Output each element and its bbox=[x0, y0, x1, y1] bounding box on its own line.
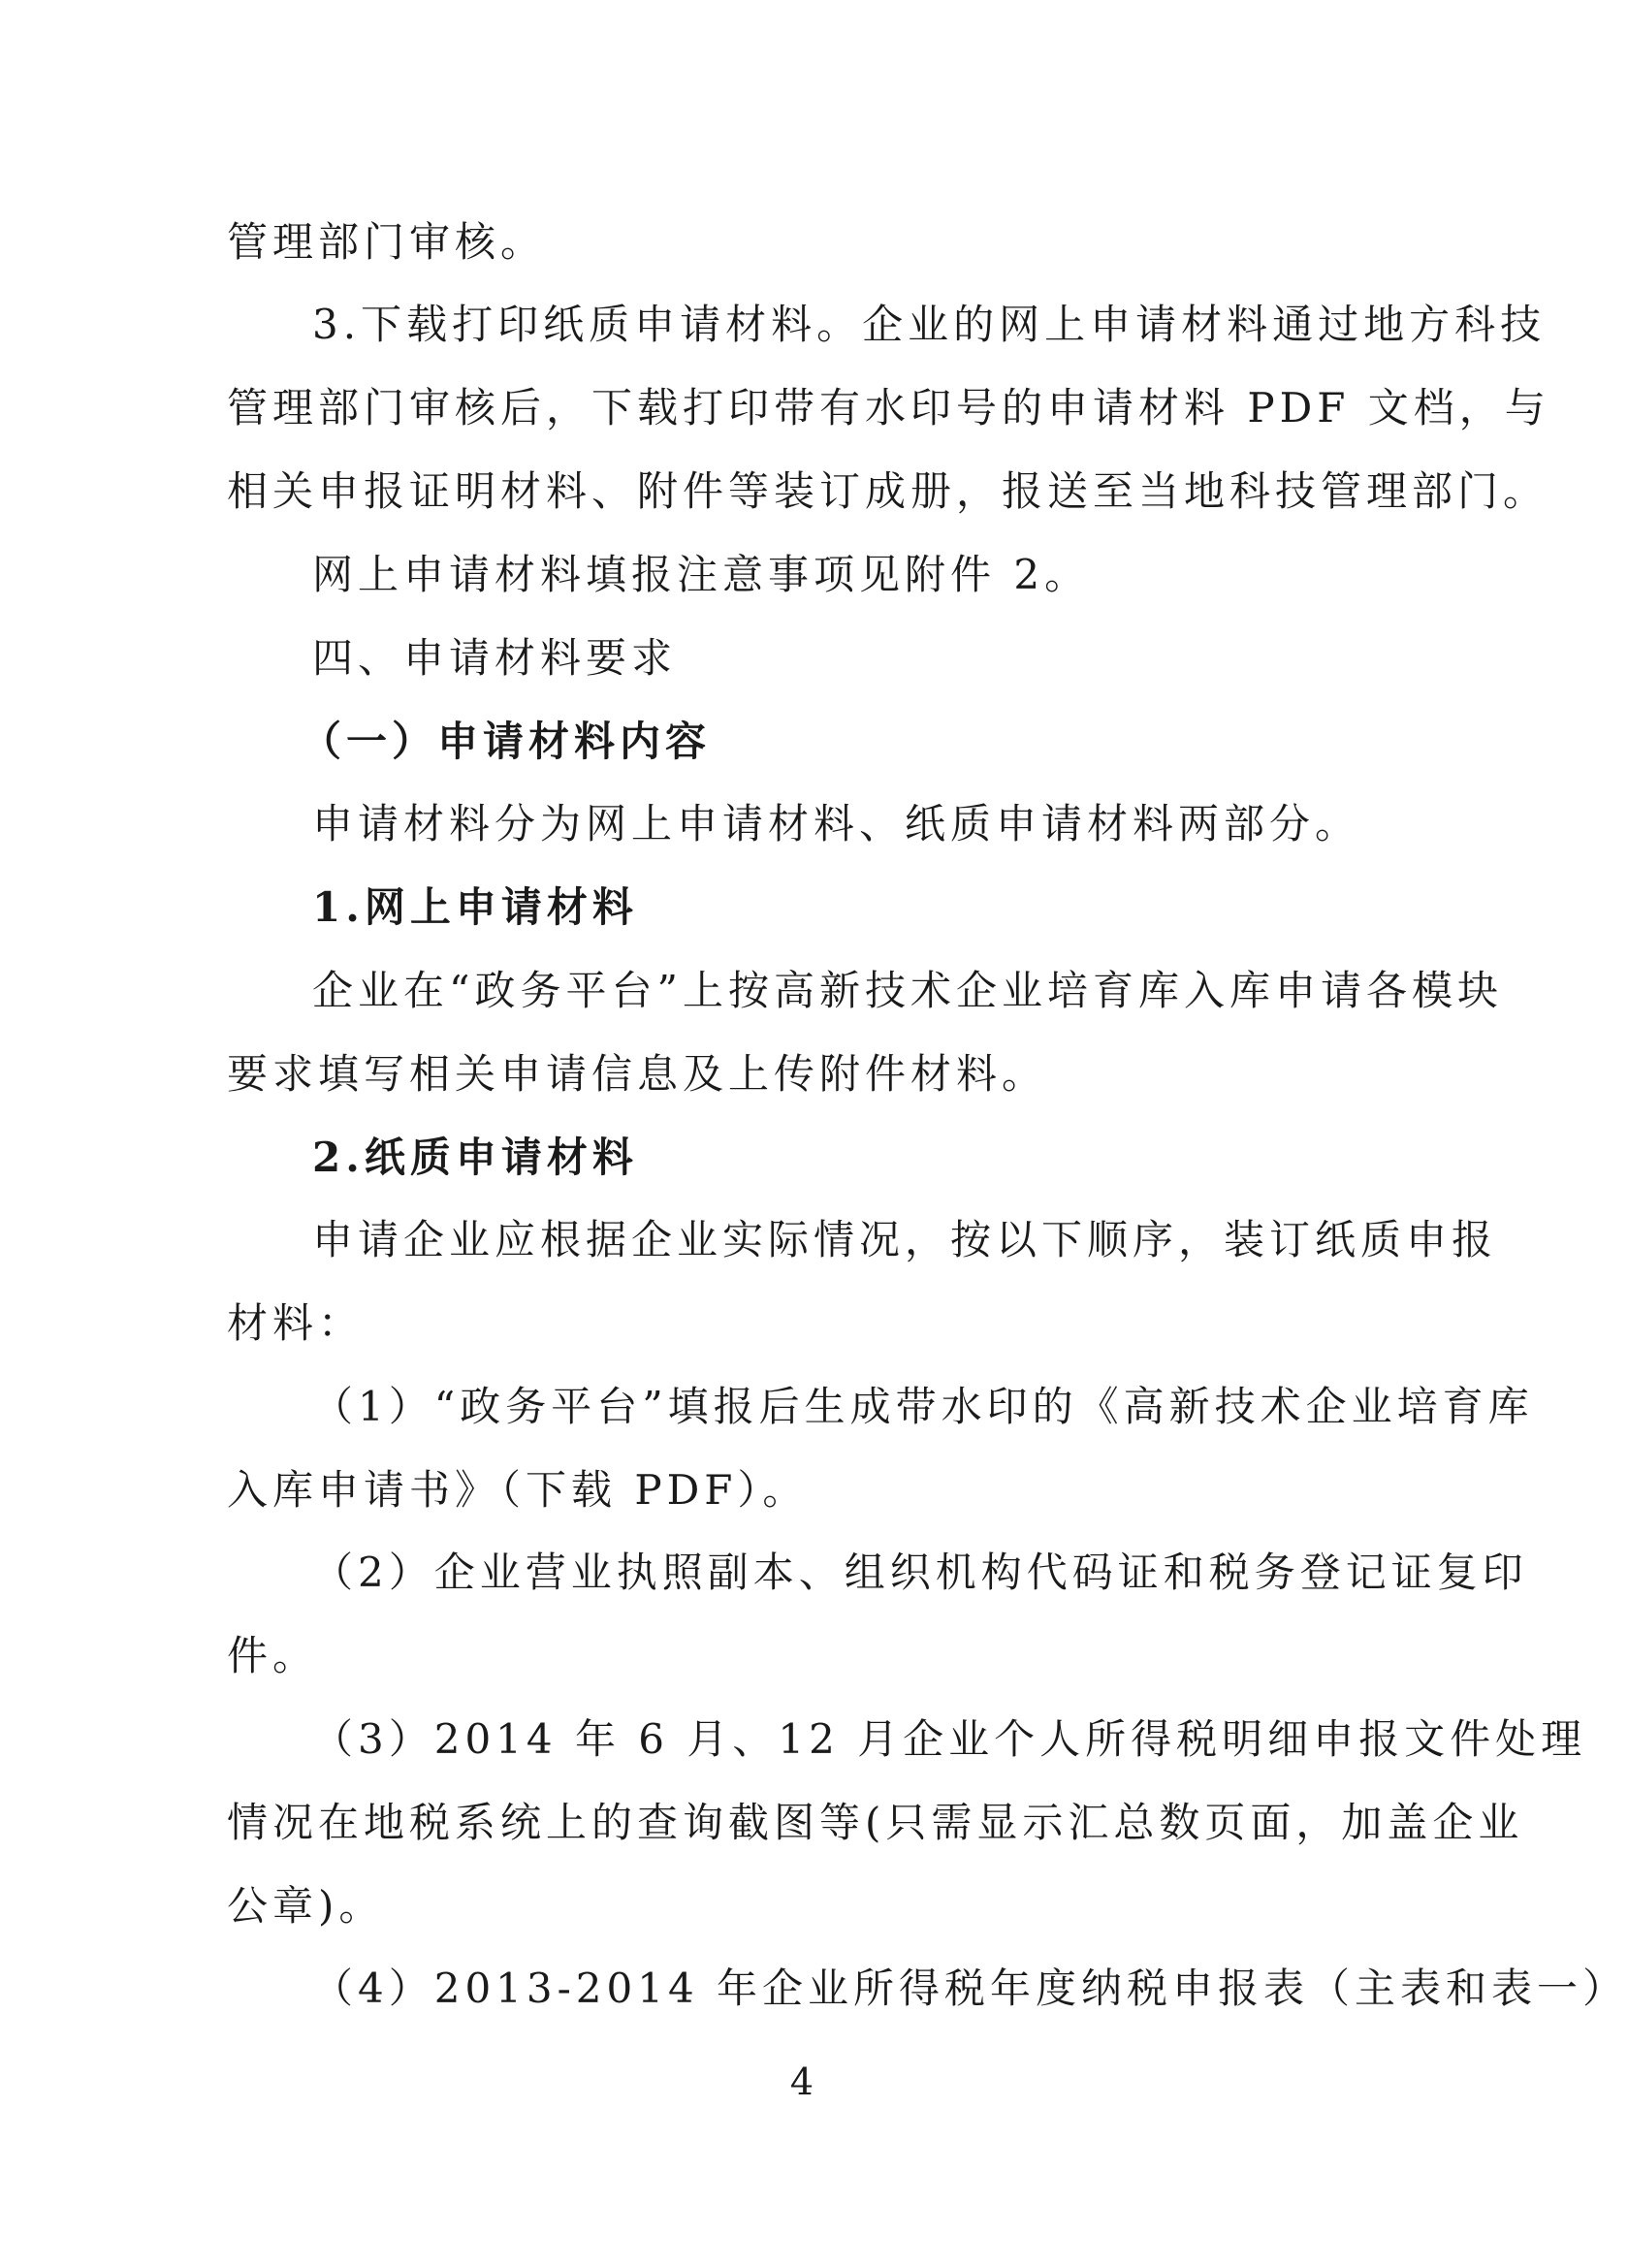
paragraph-line: 要求填写相关申请信息及上传附件材料。 bbox=[227, 1050, 1048, 1098]
list-item-line: 入库申请书》（下载 PDF）。 bbox=[227, 1466, 809, 1514]
list-item-line: （1）“政务平台”填报后生成带水印的《高新技术企业培育库 bbox=[312, 1383, 1534, 1430]
item-heading: 1.网上申请材料 bbox=[312, 883, 638, 931]
list-item-line: 情况在地税系统上的查询截图等(只需显示汇总数页面，加盖企业 bbox=[227, 1799, 1524, 1846]
paragraph-line: 管理部门审核。 bbox=[227, 218, 547, 266]
paragraph-line: 相关申报证明材料、附件等装订成册，报送至当地科技管理部门。 bbox=[227, 467, 1549, 515]
section-heading: 四、申请材料要求 bbox=[312, 634, 678, 682]
paragraph-line: 申请企业应根据企业实际情况，按以下顺序，装订纸质申报 bbox=[312, 1216, 1498, 1263]
page-number: 4 bbox=[789, 2060, 814, 2103]
list-item-line: （3）2014 年 6 月、12 月企业个人所得税明细申报文件处理 bbox=[312, 1715, 1587, 1763]
paragraph-line: 3.下载打印纸质申请材料。企业的网上申请材料通过地方科技 bbox=[312, 301, 1547, 348]
list-item-line: （4）2013-2014 年企业所得税年度纳税申报表（主表和表一） bbox=[312, 1965, 1628, 2012]
list-item-line: 件。 bbox=[227, 1632, 319, 1679]
paragraph-line: 企业在“政务平台”上按高新技术企业培育库入库申请各模块 bbox=[312, 967, 1503, 1014]
list-item-line: （2）企业营业执照副本、组织机构代码证和税务登记证复印 bbox=[312, 1549, 1528, 1596]
item-heading: 2.纸质申请材料 bbox=[312, 1134, 638, 1181]
list-item-line: 公章)。 bbox=[227, 1882, 385, 1930]
paragraph-line: 管理部门审核后，下载打印带有水印号的申请材料 PDF 文档，与 bbox=[227, 384, 1550, 431]
subsection-heading: （一）申请材料内容 bbox=[301, 718, 712, 765]
paragraph-line: 材料： bbox=[227, 1299, 365, 1347]
paragraph-line: 申请材料分为网上申请材料、纸质申请材料两部分。 bbox=[312, 800, 1361, 847]
paragraph-line: 网上申请材料填报注意事项见附件 2。 bbox=[312, 551, 1091, 598]
